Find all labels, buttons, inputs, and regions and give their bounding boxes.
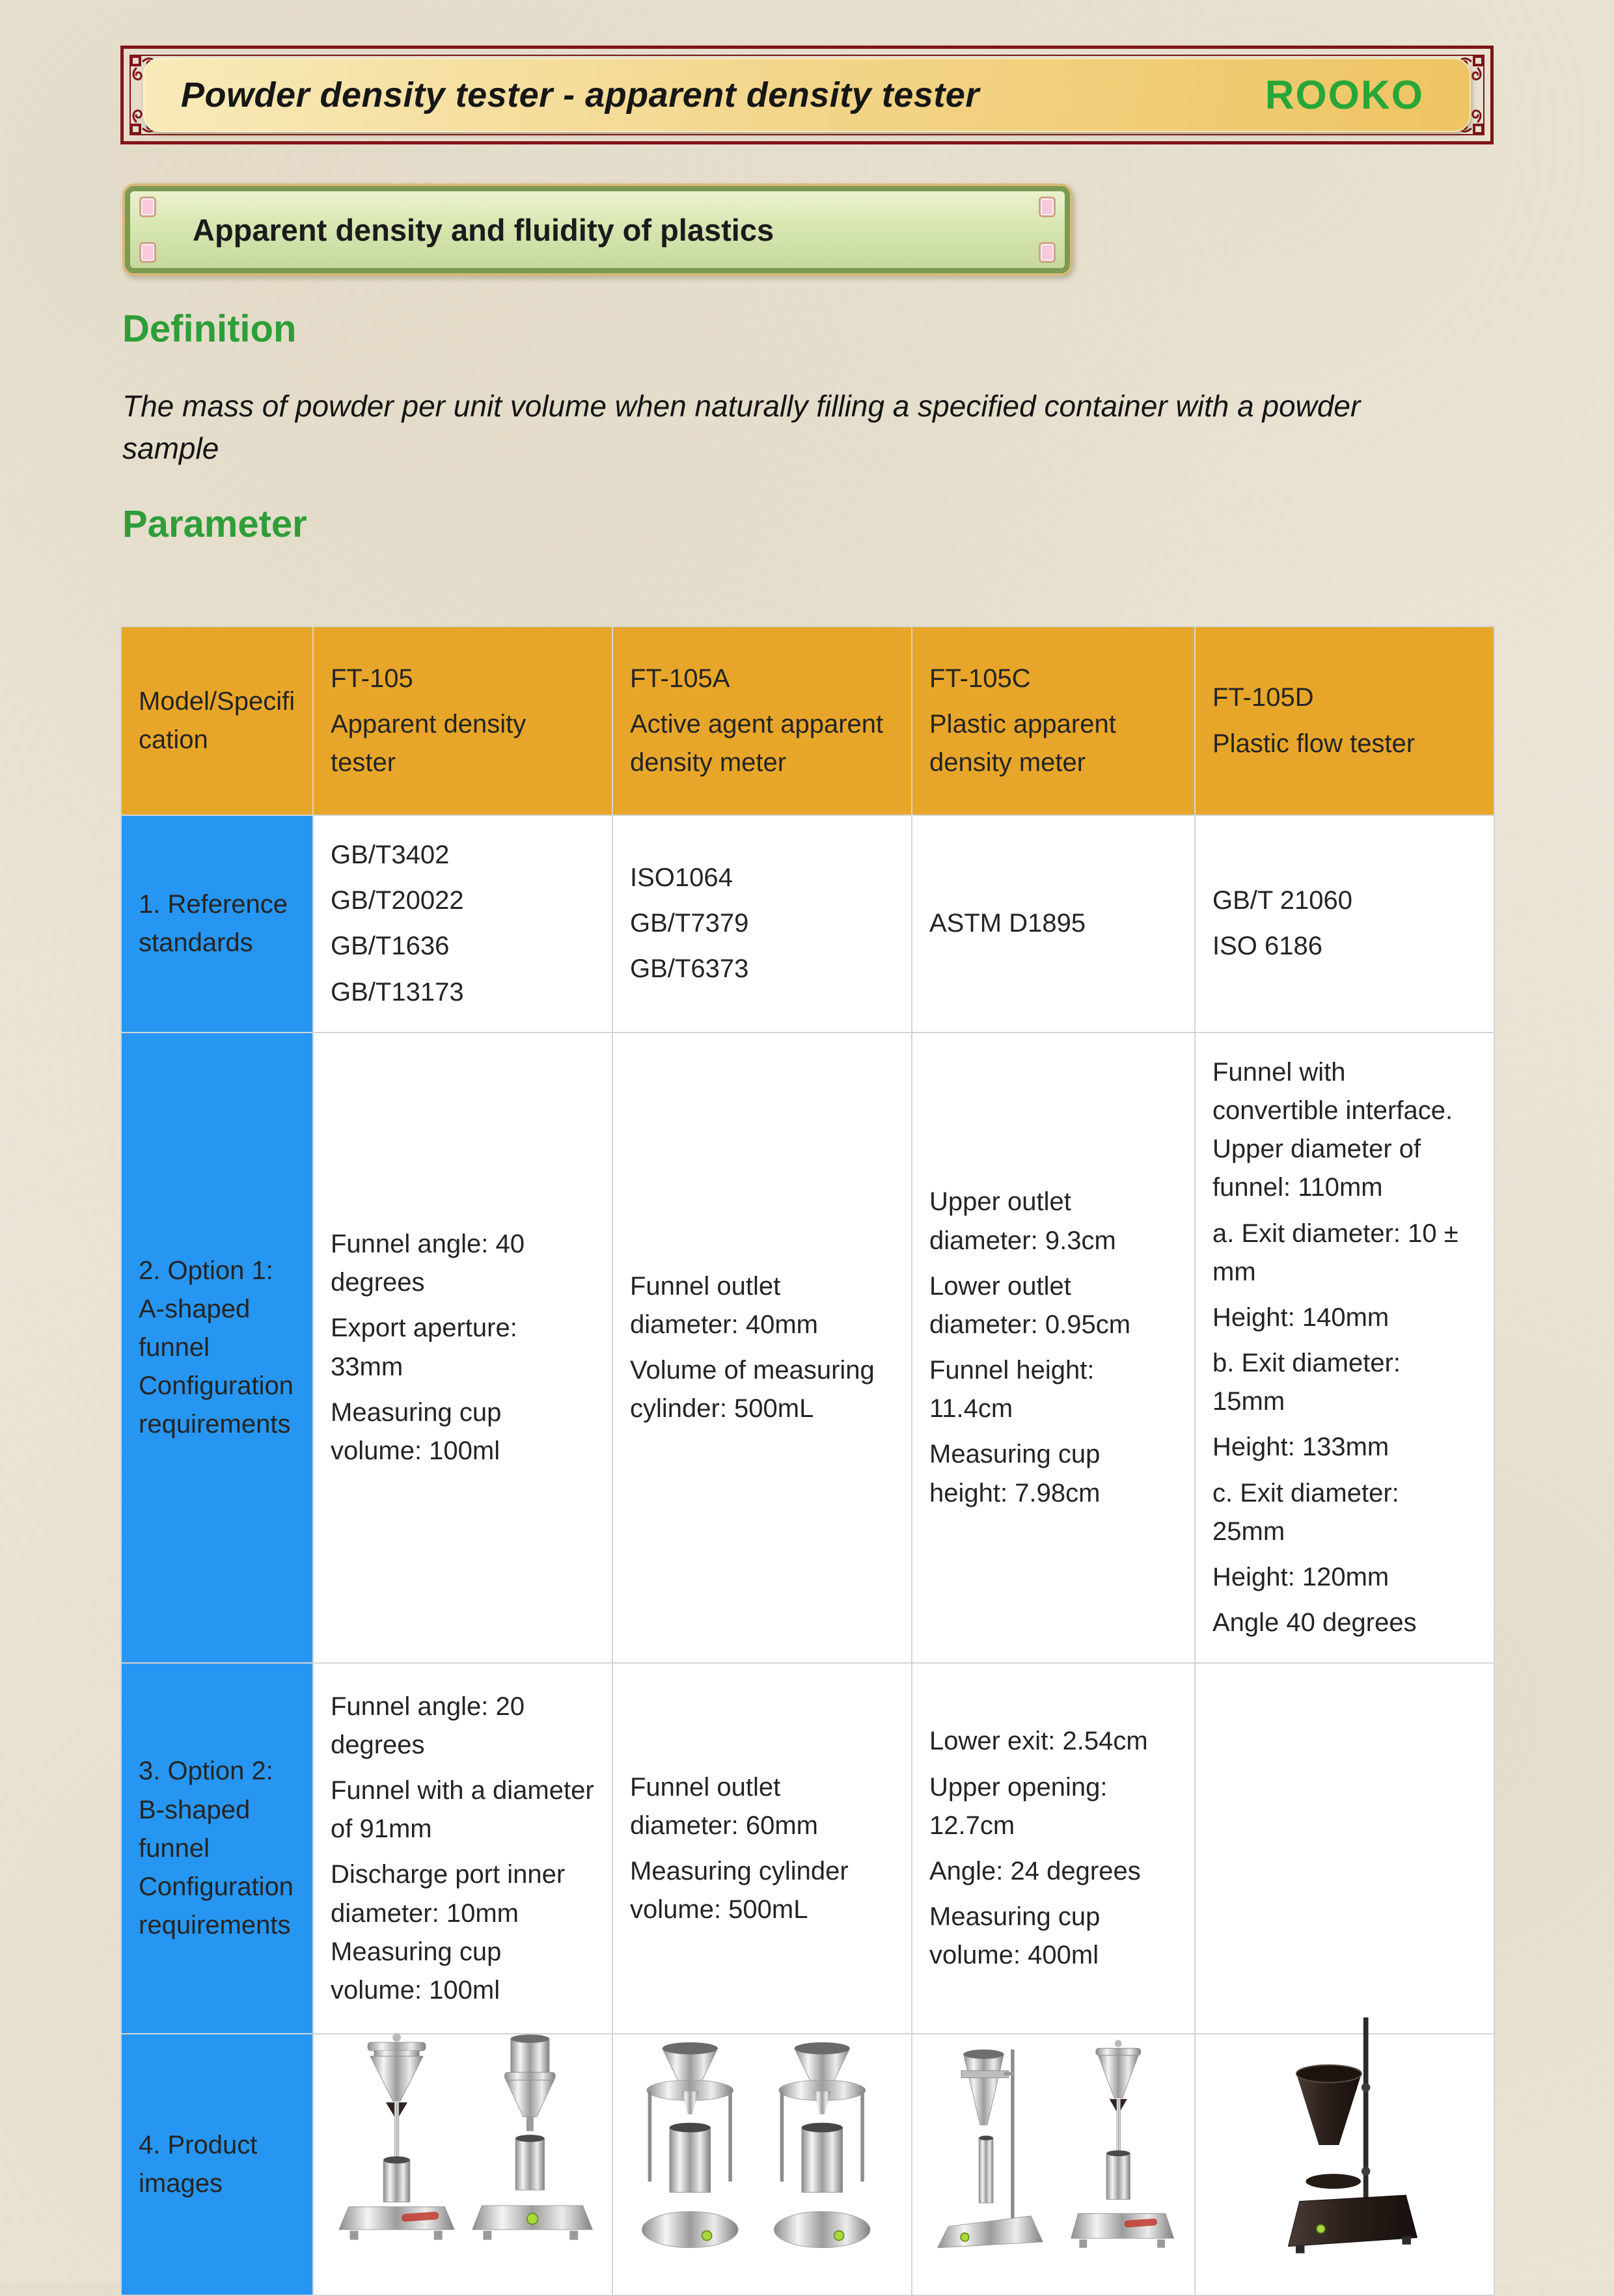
table-cell [912, 1663, 1195, 2034]
table-cell-image [912, 2034, 1195, 2295]
table-cell-empty [1195, 1663, 1494, 2034]
brand-logo: ROOKO [1265, 72, 1424, 118]
table-cell-image [313, 2034, 612, 2295]
table-row-option1 [121, 1033, 1494, 1664]
cell-line: Funnel angle: 20 degrees [331, 1692, 525, 1759]
table-cell [313, 815, 612, 1033]
model-name: Active agent apparent density meter [630, 709, 884, 777]
table-cell-image [1195, 2034, 1494, 2295]
cell-line: ISO1064 [630, 863, 733, 893]
model-code: FT-105A [630, 664, 730, 693]
ft-105-product-photo [331, 2021, 595, 2282]
cell-line: Angle: 24 degrees [929, 1856, 1141, 1885]
cell-line: Funnel outlet diameter: 40mm [630, 1271, 818, 1339]
parameter-table [120, 626, 1495, 2296]
cell-line: GB/T1636 [331, 932, 450, 961]
parameter-heading: Parameter [122, 503, 307, 545]
header-cell-ft105c [912, 627, 1195, 815]
model-code: FT-105C [929, 664, 1031, 693]
cell-line: ISO 6186 [1212, 932, 1323, 961]
cell-line: Lower outlet diameter: 0.95cm [929, 1271, 1131, 1339]
cell-line: Funnel outlet diameter: 60mm [630, 1772, 818, 1840]
cell-line: Export aperture: 33mm [331, 1314, 517, 1381]
cell-line: Measuring cup volume: 400ml [929, 1902, 1101, 1970]
cell-line: Funnel with a diameter of 91mm [331, 1776, 594, 1844]
table-row-standards [121, 815, 1494, 1033]
table-cell [612, 1663, 912, 2034]
corner-tab-icon [1039, 196, 1056, 217]
header-cell-ft105 [313, 627, 612, 815]
model-code: FT-105D [1212, 683, 1314, 712]
corner-tab-icon [1039, 242, 1056, 263]
table-cell [313, 1663, 612, 2034]
cell-line: Height: 140mm [1212, 1303, 1389, 1332]
cell-line: GB/T13173 [331, 977, 464, 1006]
cell-line: Volume of measuring cylinder: 500mL [630, 1356, 875, 1424]
cell-line: Height: 120mm [1212, 1563, 1389, 1591]
cell-line: ASTM D1895 [929, 909, 1086, 938]
row-label-option1: 2. Option 1: A-shaped funnel Configuration requirements [121, 1033, 313, 1664]
corner-tab-icon [139, 196, 156, 217]
ft-105c-product-photo [929, 2025, 1177, 2278]
cell-line: Height: 133mm [1212, 1433, 1389, 1462]
section-title: Apparent density and fluidity of plastics [193, 212, 774, 247]
table-cell [1195, 815, 1494, 1033]
cell-line: Measuring cylinder volume: 500mL [630, 1856, 849, 1925]
ft-105d-product-photo [1263, 2008, 1426, 2282]
model-code: FT-105 [331, 664, 413, 693]
header-cell-ft105a [612, 627, 912, 815]
model-name: Plastic flow tester [1212, 729, 1416, 758]
cell-line: Measuring cup height: 7.98cm [929, 1440, 1101, 1507]
cell-line: Funnel angle: 40 degrees [331, 1230, 525, 1297]
cell-line: Funnel height: 11.4cm [929, 1356, 1095, 1424]
cell-line: GB/T7379 [630, 909, 749, 938]
cell-line: Lower exit: 2.54cm [929, 1727, 1148, 1756]
cell-line: Funnel with convertible interface. Upper diameter of funnel: 110mm [1212, 1057, 1453, 1202]
definition-heading: Definition [122, 308, 297, 350]
page-title: Powder density tester - apparent density tester [181, 75, 979, 115]
table-cell [912, 815, 1195, 1033]
table-cell [313, 1033, 612, 1664]
table-row-product-images [121, 2034, 1494, 2295]
definition-text: The mass of powder per unit volume when naturally filling a specified container with a powder sample [122, 389, 1361, 466]
cell-line: GB/T6373 [630, 954, 749, 984]
model-name: Plastic apparent density meter [929, 709, 1116, 777]
table-cell [612, 815, 912, 1033]
cell-line: a. Exit diameter: 10 ± mm [1212, 1219, 1458, 1286]
row-label-option2: 3. Option 2: B-shaped funnel Configuration requirements [121, 1663, 313, 2034]
cell-line: GB/T3402 [331, 841, 450, 869]
table-header-row [121, 627, 1494, 815]
gold-ribbon [143, 58, 1471, 132]
row-label-standards: 1. Reference standards [121, 815, 313, 1033]
row-label-product-images: 4. Product images [121, 2034, 313, 2295]
cell-line: Upper outlet diameter: 9.3cm [929, 1187, 1116, 1255]
corner-tab-icon [139, 242, 156, 263]
cell-line: GB/T 21060 [1212, 886, 1352, 915]
table-cell [912, 1033, 1195, 1664]
header-cell-ft105d [1195, 627, 1494, 815]
section-banner [122, 183, 1073, 276]
cell-line: Angle 40 degrees [1212, 1608, 1417, 1638]
cell-line: Measuring cup volume: 100ml [331, 1398, 502, 1465]
ft-105a-product-photo [630, 2028, 894, 2275]
table-cell [1195, 1033, 1494, 1664]
header-cell-model-spec: Model/Specification [121, 627, 313, 815]
table-cell [612, 1033, 912, 1664]
table-row-option2 [121, 1663, 1494, 2034]
section-banner-plate [125, 186, 1070, 273]
model-name: Apparent density tester [331, 709, 527, 777]
table-cell-image [612, 2034, 912, 2295]
header-banner [120, 46, 1494, 144]
cell-line: Upper opening: 12.7cm [929, 1772, 1108, 1840]
cell-line: c. Exit diameter: 25mm [1212, 1478, 1399, 1546]
cell-line: b. Exit diameter: 15mm [1212, 1349, 1401, 1416]
cell-line: Discharge port inner diameter: 10mm Measuring cup volume: 100ml [331, 1860, 566, 2005]
cell-line: GB/T20022 [331, 886, 464, 915]
